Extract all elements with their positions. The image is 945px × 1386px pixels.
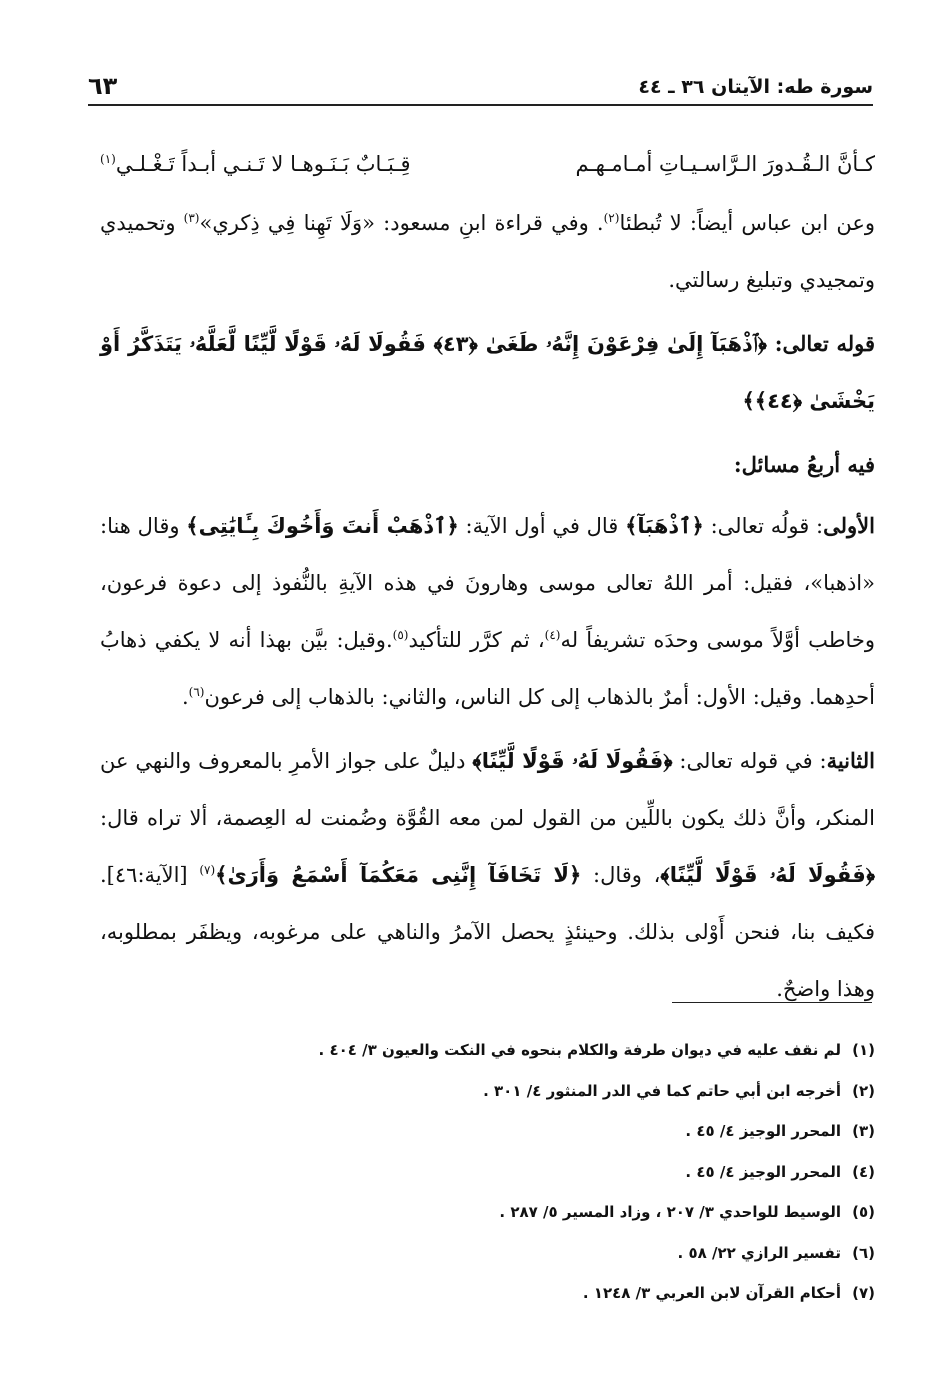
verse-heading-lead: قوله تعالى:	[766, 331, 875, 356]
running-header	[88, 60, 873, 106]
footnote-number: (٥)	[852, 1203, 875, 1221]
footnote-number: (١)	[852, 1041, 875, 1059]
footnote-number: (٧)	[852, 1284, 875, 1302]
footnote-text: أخرجه ابن أبي حاتم كما في الدر المنثور ٤/ ٣٠١ .	[483, 1081, 841, 1100]
para1-text-a: وعن ابن عباس أيضاً: لا تُبطئا	[619, 211, 876, 235]
verse-second-hemistich	[100, 136, 411, 193]
issue-first-text-a: : قولُه تعالى:	[703, 514, 824, 538]
footnote-5	[200, 1192, 875, 1233]
footnote-ref: (٥)	[392, 628, 409, 642]
issue-first-text-f: .	[181, 685, 189, 709]
footnote-text: أحكام القرآن لابن العربي ٣/ ١٢٤٨ .	[582, 1284, 841, 1302]
footnote-text: المحرر الوجيز ٤/ ٤٥ .	[685, 1162, 841, 1181]
issue-second	[100, 732, 875, 1018]
issue-first-text-c: وقال هنا: «اذهبا»، فقيل: أمر اللهُ تعالى موسى وهارونَ في هذه الآيةِ بالنُّفوذ إلى دعوة فرعون، وخاطب أوَّلاً موسى وحدَه تشريفاً له	[100, 514, 875, 652]
verse-heading	[100, 315, 875, 430]
issue-first	[100, 497, 875, 726]
verse-first-hemistich: كـأنَّ الـقُـدورَ الـرَّاسـيـاتِ أمـامـهـم	[575, 152, 875, 176]
issue-second-text-a: : في قوله تعالى:	[672, 749, 827, 773]
footnote-3	[200, 1111, 875, 1152]
footnote-number: (٤)	[852, 1162, 875, 1181]
verse-second-hemistich-text: قِـبَـابٌ بَـنَـوهـا لا تَـنـي أبـداً تَـغْـلـي	[115, 152, 411, 176]
footnote-6	[200, 1233, 875, 1274]
issue-second-text-b: دليلٌ على جواز الأمرِ بالمعروف والنهي عن المنكر، وأنَّ ذلك يكون باللِّين من القول لمن معه القُوَّة وضُمنت له العِصمة، ألا تراه قال:	[100, 749, 875, 830]
quran-quote: ﴿فَقُولَا لَهُۥ قَوْلًا لَّيِّنًا﴾	[472, 749, 673, 773]
poetry-verse	[100, 136, 875, 193]
issue-second-text-d: [الآية:٤٦]. فكيف بنا، فنحن أَوْلى بذلك. وحينئذٍ يحصل الآمرُ والناهي على مرغوبه، ويظفَر بمطلوبه، وهذا واضحٌ.	[100, 863, 875, 1001]
footnote-ref: (٦)	[188, 685, 205, 699]
footnote-ref: (٢)	[603, 211, 620, 225]
para1-text-c: وتحميدي وتمجيدي وتبليغ رسالتي.	[100, 211, 875, 292]
footnote-text: لم نقف عليه في ديوان طرفة والكلام بنحوه في النكت والعيون ٣/ ٤٠٤ .	[318, 1041, 841, 1059]
footnote-4	[200, 1152, 875, 1193]
footnote-number: (٣)	[852, 1122, 875, 1140]
footnote-ref: (٣)	[183, 211, 200, 225]
quran-quote: ﴿ٱذْهَبَآ﴾	[625, 514, 704, 538]
footnote-1	[200, 1030, 875, 1071]
footnote-text: الوسيط للواحدي ٣/ ٢٠٧ ، وزاد المسير ٥/ ٢٨٧ .	[499, 1203, 841, 1221]
issue-second-label: الثانية	[826, 748, 875, 773]
running-title: سورة طه: الآيتان ٣٦ ـ ٤٤	[638, 76, 873, 98]
quran-verse: ﴿ٱذْهَبَآ إِلَىٰ فِرْعَوْنَ إِنَّهُۥ طَغَىٰ ﴿٤٣﴾ فَقُولَا لَهُۥ قَوْلًا لَّيِّنًا لَّعَلَّهُۥ يَتَذَكَّرُ أَوْ يَخْشَىٰ ﴿٤٤﴾﴾	[100, 332, 875, 413]
footnote-7	[200, 1273, 875, 1314]
paragraph-ibn-abbas	[100, 195, 875, 309]
issue-first-text-b: قال في أول الآية:	[458, 514, 626, 538]
footnote-text: تفسير الرازي ٢٢/ ٥٨ .	[677, 1243, 841, 1262]
para1-text-b: . وفي قراءة ابنِ مسعود: «وَلَا تَهِنا فِي ذِكري»	[199, 211, 604, 235]
footnote-2	[200, 1071, 875, 1112]
footnotes	[200, 1030, 875, 1314]
footnote-ref: (٧)	[199, 863, 216, 877]
page-number: ٦٣	[88, 72, 118, 100]
body-text	[100, 136, 875, 1024]
issue-first-text-d: ، ثم كرَّر للتأكيد	[408, 628, 545, 652]
footnote-ref: (٤)	[544, 628, 561, 642]
footnote-ref: (١)	[100, 152, 116, 166]
footnote-text: المحرر الوجيز ٤/ ٤٥ .	[685, 1122, 841, 1140]
quran-quote: ﴿ٱذْهَبْ أَنتَ وَأَخُوكَ بِـَٔايَٰتِى﴾	[186, 514, 459, 538]
issue-second-text-c: ، وقال:	[581, 863, 661, 887]
issues-heading: فيه أربعُ مسائل:	[733, 452, 875, 477]
footnote-divider	[672, 1002, 872, 1003]
quran-quote: ﴿فَقُولَا لَهُۥ قَوْلًا لَّيِّنًا﴾	[660, 863, 876, 887]
footnote-number: (٢)	[852, 1081, 875, 1100]
footnote-number: (٦)	[852, 1243, 875, 1262]
quran-quote: ﴿لَا تَخَافَآ إِنَّنِى مَعَكُمَآ أَسْمَعُ وَأَرَىٰ﴾	[215, 863, 582, 887]
issue-first-text-e: .وقيل: بيَّن بهذا أنه لا يكفي ذهابُ أحدِهما. وقيل: الأول: أمرٌ بالذهاب إلى كل الناس، والثاني: بالذهاب إلى فرعون	[100, 628, 875, 709]
issue-first-label: الأولى	[823, 513, 875, 538]
